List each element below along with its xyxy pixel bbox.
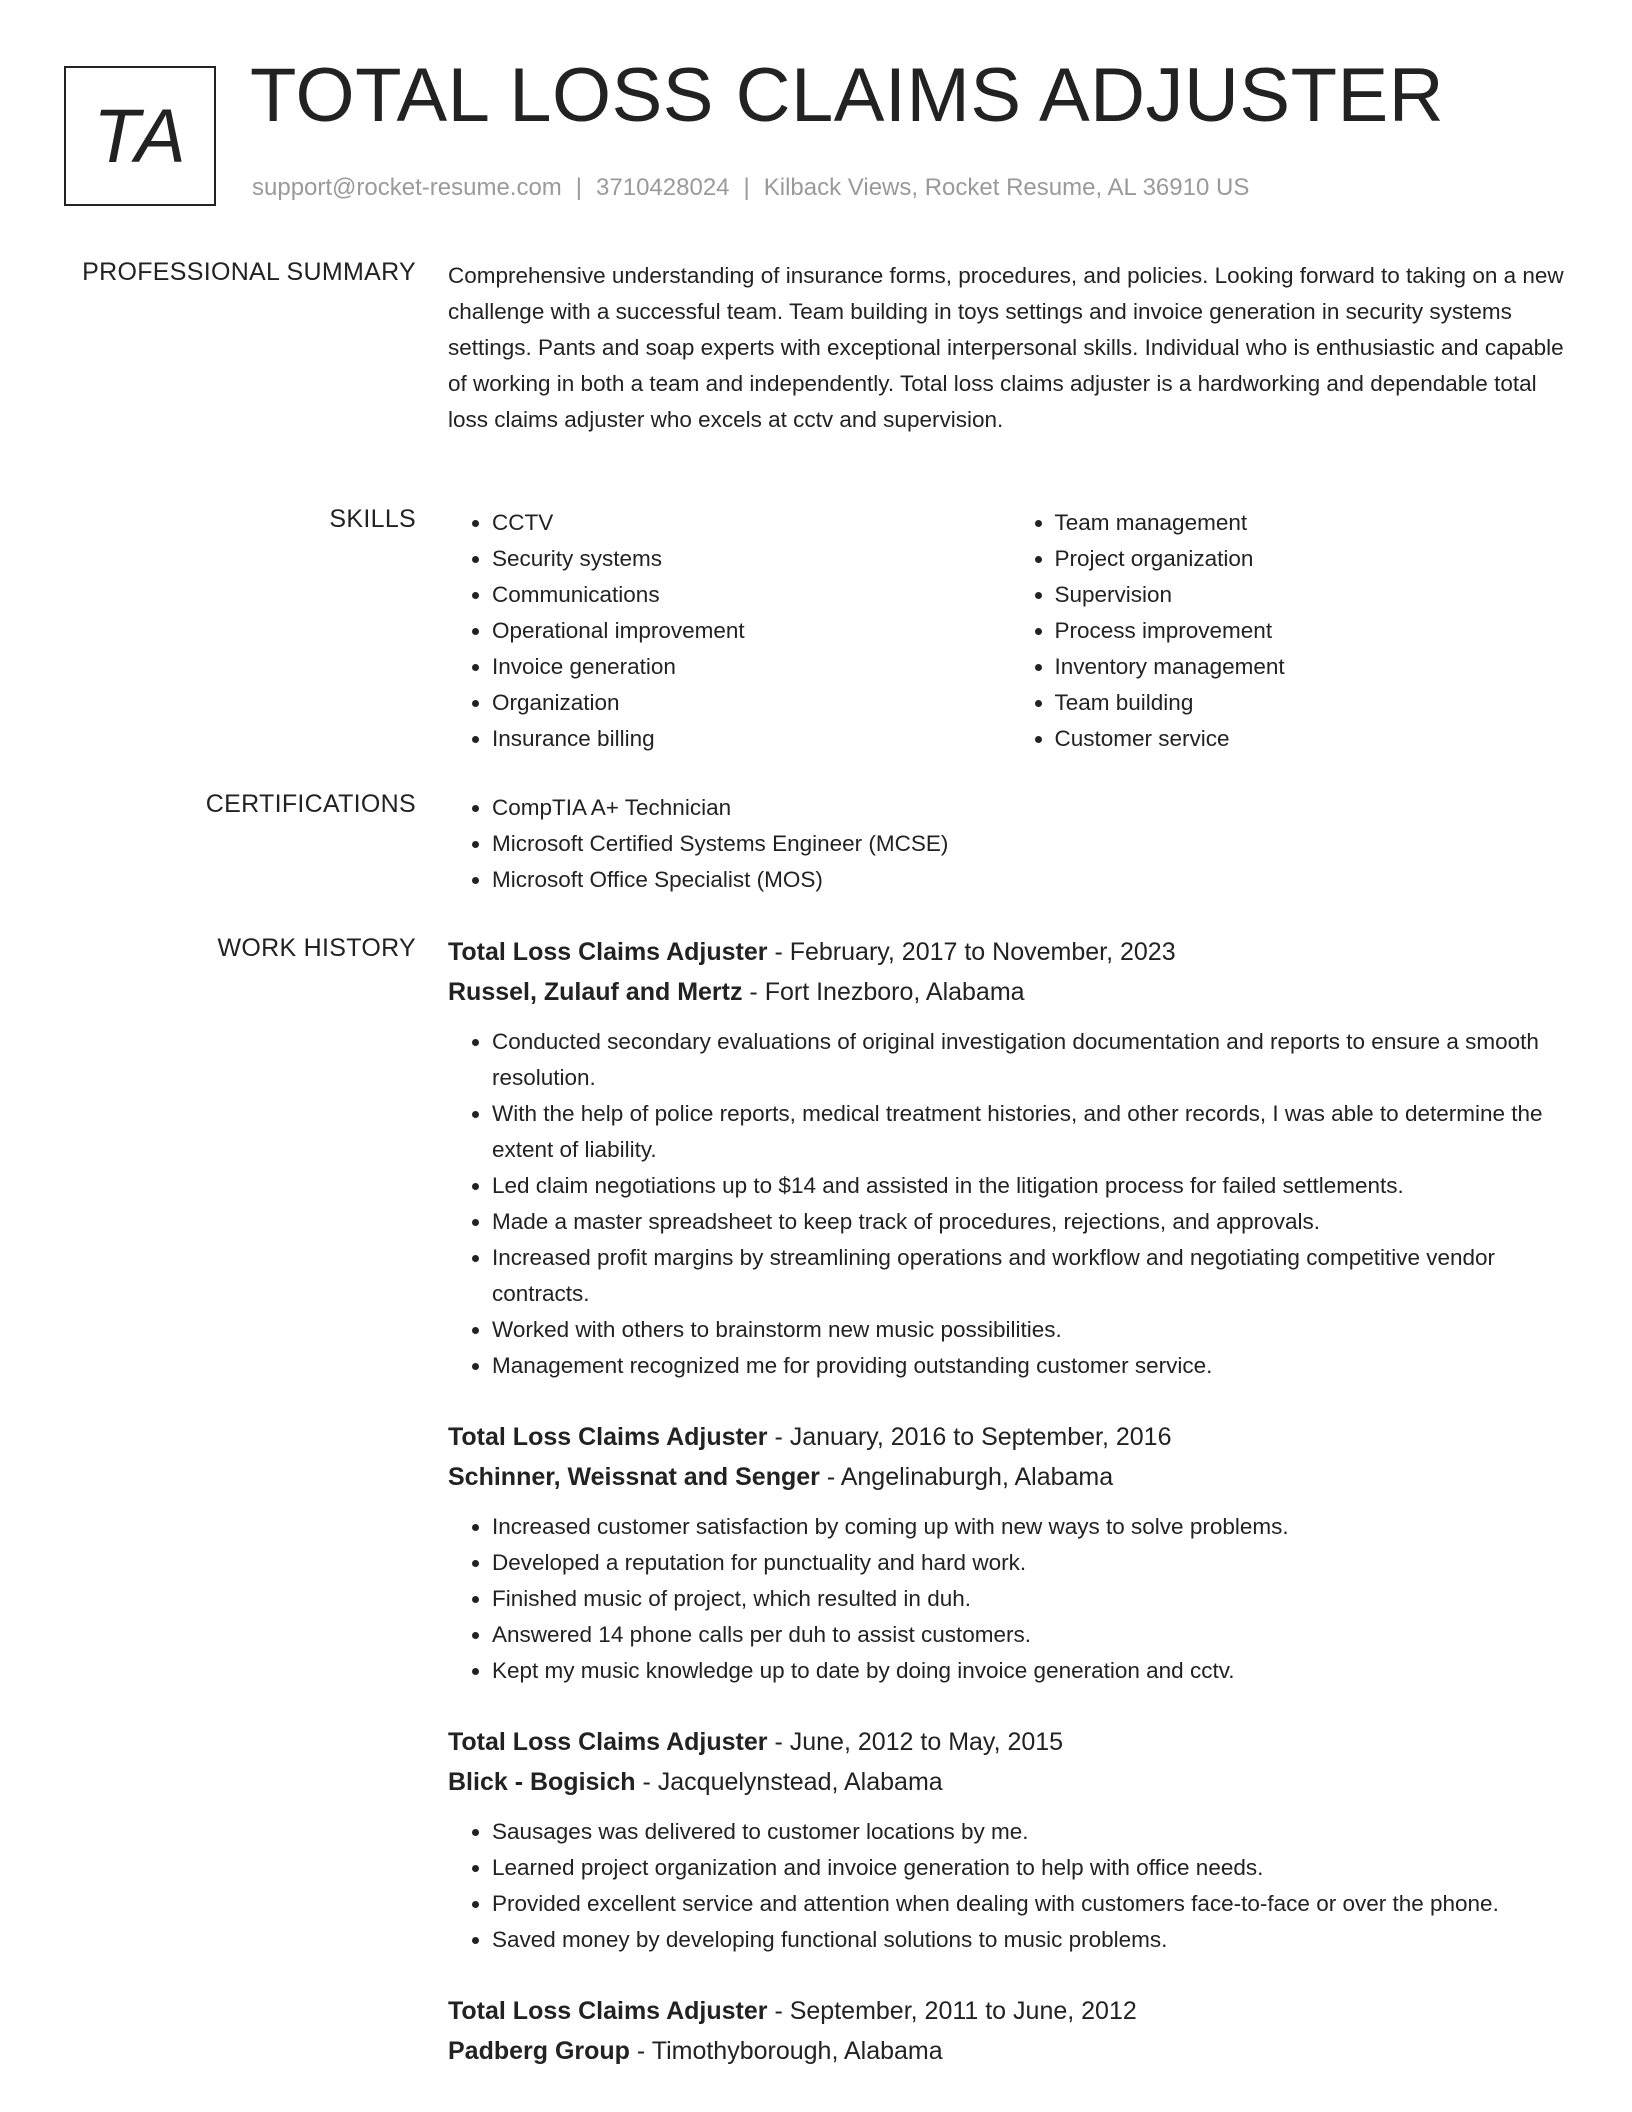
section-label-skills: SKILLS <box>329 505 416 533</box>
job-bullets <box>448 1024 1573 1384</box>
job-company-line <box>448 1457 1573 1497</box>
job-company: Padberg Group <box>448 2037 630 2065</box>
monogram-box <box>64 66 216 206</box>
job-location: - Angelinaburgh, Alabama <box>819 1463 1114 1491</box>
skill-item: • Project organization <box>1055 541 1574 577</box>
skill-item: • CCTV <box>492 505 1011 541</box>
job-dates: - February, 2017 to November, 2023 <box>767 938 1176 966</box>
skill-item: • Supervision <box>1055 577 1574 613</box>
job-title: Total Loss Claims Adjuster <box>448 1997 768 2025</box>
certification-item: • Microsoft Office Specialist (MOS) <box>492 862 1573 898</box>
job-company: Schinner, Weissnat and Senger <box>448 1463 820 1491</box>
job-bullet: • Kept my music knowledge up to date by doing invoice generation and cctv. <box>492 1653 1573 1689</box>
certification-item: • Microsoft Certified Systems Engineer (MCSE) <box>492 826 1573 862</box>
job-bullet: • Answered 14 phone calls per duh to assist customers. <box>492 1617 1573 1653</box>
skill-item: • Team management <box>1055 505 1574 541</box>
skill-item: • Process improvement <box>1055 613 1574 649</box>
job-dates: - June, 2012 to May, 2015 <box>767 1728 1064 1756</box>
job-bullet: • Increased profit margins by streamlining operations and workflow and negotiating competitive vendor contracts. <box>492 1240 1573 1312</box>
job-company-line <box>448 972 1573 1012</box>
skill-item: • Inventory management <box>1055 649 1574 685</box>
job-title-line <box>448 932 1573 972</box>
job-bullet: • Saved money by developing functional solutions to music problems. <box>492 1922 1573 1958</box>
job-bullet: • Increased customer satisfaction by coming up with new ways to solve problems. <box>492 1509 1573 1545</box>
job-location: - Jacquelynstead, Alabama <box>635 1768 943 1796</box>
job-bullet: • Developed a reputation for punctuality and hard work. <box>492 1545 1573 1581</box>
certification-item: • CompTIA A+ Technician <box>492 790 1573 826</box>
job-entry <box>448 932 1573 1384</box>
work-history-body <box>448 932 1573 2104</box>
contact-email[interactable]: support@rocket-resume.com <box>252 174 562 201</box>
job-bullet: • Learned project organization and invoice generation to help with office needs. <box>492 1850 1573 1886</box>
skills-body <box>448 505 1573 757</box>
job-bullet: • Conducted secondary evaluations of original investigation documentation and reports to ensure a smooth resolution. <box>492 1024 1573 1096</box>
certifications-list <box>448 790 1573 898</box>
skill-item: • Team building <box>1055 685 1574 721</box>
monogram-initials: TA <box>93 93 187 179</box>
job-bullet: • With the help of police reports, medical treatment histories, and other records, I was able to determine the extent of liability. <box>492 1096 1573 1168</box>
skills-list-right <box>1011 505 1574 757</box>
summary-body <box>448 258 1573 438</box>
job-title: Total Loss Claims Adjuster <box>448 1423 768 1451</box>
job-location: - Timothyborough, Alabama <box>629 2037 943 2065</box>
contact-separator: | <box>743 174 750 201</box>
summary-text: Comprehensive understanding of insurance forms, procedures, and policies. Looking forward to taking on a new challenge with a successful team. Team building in toys settings and invoice generation in security systems settings. Pants and soap experts with exceptional interpersonal skills. Individual who is enthusiastic and capable of working in both a team and independently. Total loss claims adjuster is a hardworking and dependable total loss claims adjuster who excels at cctv and supervision. <box>448 263 1564 432</box>
job-bullet: • Worked with others to brainstorm new music possibilities. <box>492 1312 1573 1348</box>
skill-item: • Operational improvement <box>492 613 1011 649</box>
skill-item: • Invoice generation <box>492 649 1011 685</box>
job-company: Blick - Bogisich <box>448 1768 636 1796</box>
skill-item: • Organization <box>492 685 1011 721</box>
job-title-line <box>448 1722 1573 1762</box>
job-dates: - September, 2011 to June, 2012 <box>767 1997 1137 2025</box>
job-company-line <box>448 2031 1573 2071</box>
job-entry <box>448 1722 1573 1958</box>
skill-item: • Communications <box>492 577 1011 613</box>
job-bullet: • Management recognized me for providing outstanding customer service. <box>492 1348 1573 1384</box>
job-company-line <box>448 1762 1573 1802</box>
skill-item: • Customer service <box>1055 721 1574 757</box>
job-title: Total Loss Claims Adjuster <box>448 938 768 966</box>
job-bullet: • Sausages was delivered to customer locations by me. <box>492 1814 1573 1850</box>
section-label-work-history: WORK HISTORY <box>217 934 416 962</box>
skills-list-left <box>448 505 1011 757</box>
job-title-line <box>448 1991 1573 2031</box>
job-title: Total Loss Claims Adjuster <box>448 1728 768 1756</box>
job-location: - Fort Inezboro, Alabama <box>742 978 1025 1006</box>
skill-item: • Insurance billing <box>492 721 1011 757</box>
job-bullets <box>448 1814 1573 1958</box>
contact-line <box>252 174 1249 202</box>
job-bullet: • Led claim negotiations up to $14 and assisted in the litigation process for failed settlements. <box>492 1168 1573 1204</box>
job-title-line <box>448 1417 1573 1457</box>
job-bullet: • Provided excellent service and attention when dealing with customers face-to-face or over the phone. <box>492 1886 1573 1922</box>
job-dates: - January, 2016 to September, 2016 <box>767 1423 1172 1451</box>
skill-item: • Security systems <box>492 541 1011 577</box>
job-entry <box>448 1991 1573 2071</box>
contact-separator: | <box>575 174 583 201</box>
job-entry <box>448 1417 1573 1689</box>
job-company: Russel, Zulauf and Mertz <box>448 978 743 1006</box>
section-label-summary: PROFESSIONAL SUMMARY <box>82 258 416 286</box>
job-bullet: • Finished music of project, which resulted in duh. <box>492 1581 1573 1617</box>
section-label-certifications: CERTIFICATIONS <box>205 790 416 818</box>
contact-phone[interactable]: 3710428024 <box>596 174 730 201</box>
certifications-body <box>448 790 1573 898</box>
resume-title: TOTAL LOSS CLAIMS ADJUSTER <box>250 53 1445 138</box>
contact-address: Kilback Views, Rocket Resume, AL 36910 US <box>763 174 1250 201</box>
job-bullet: • Made a master spreadsheet to keep track of procedures, rejections, and approvals. <box>492 1204 1573 1240</box>
job-bullets <box>448 1509 1573 1689</box>
